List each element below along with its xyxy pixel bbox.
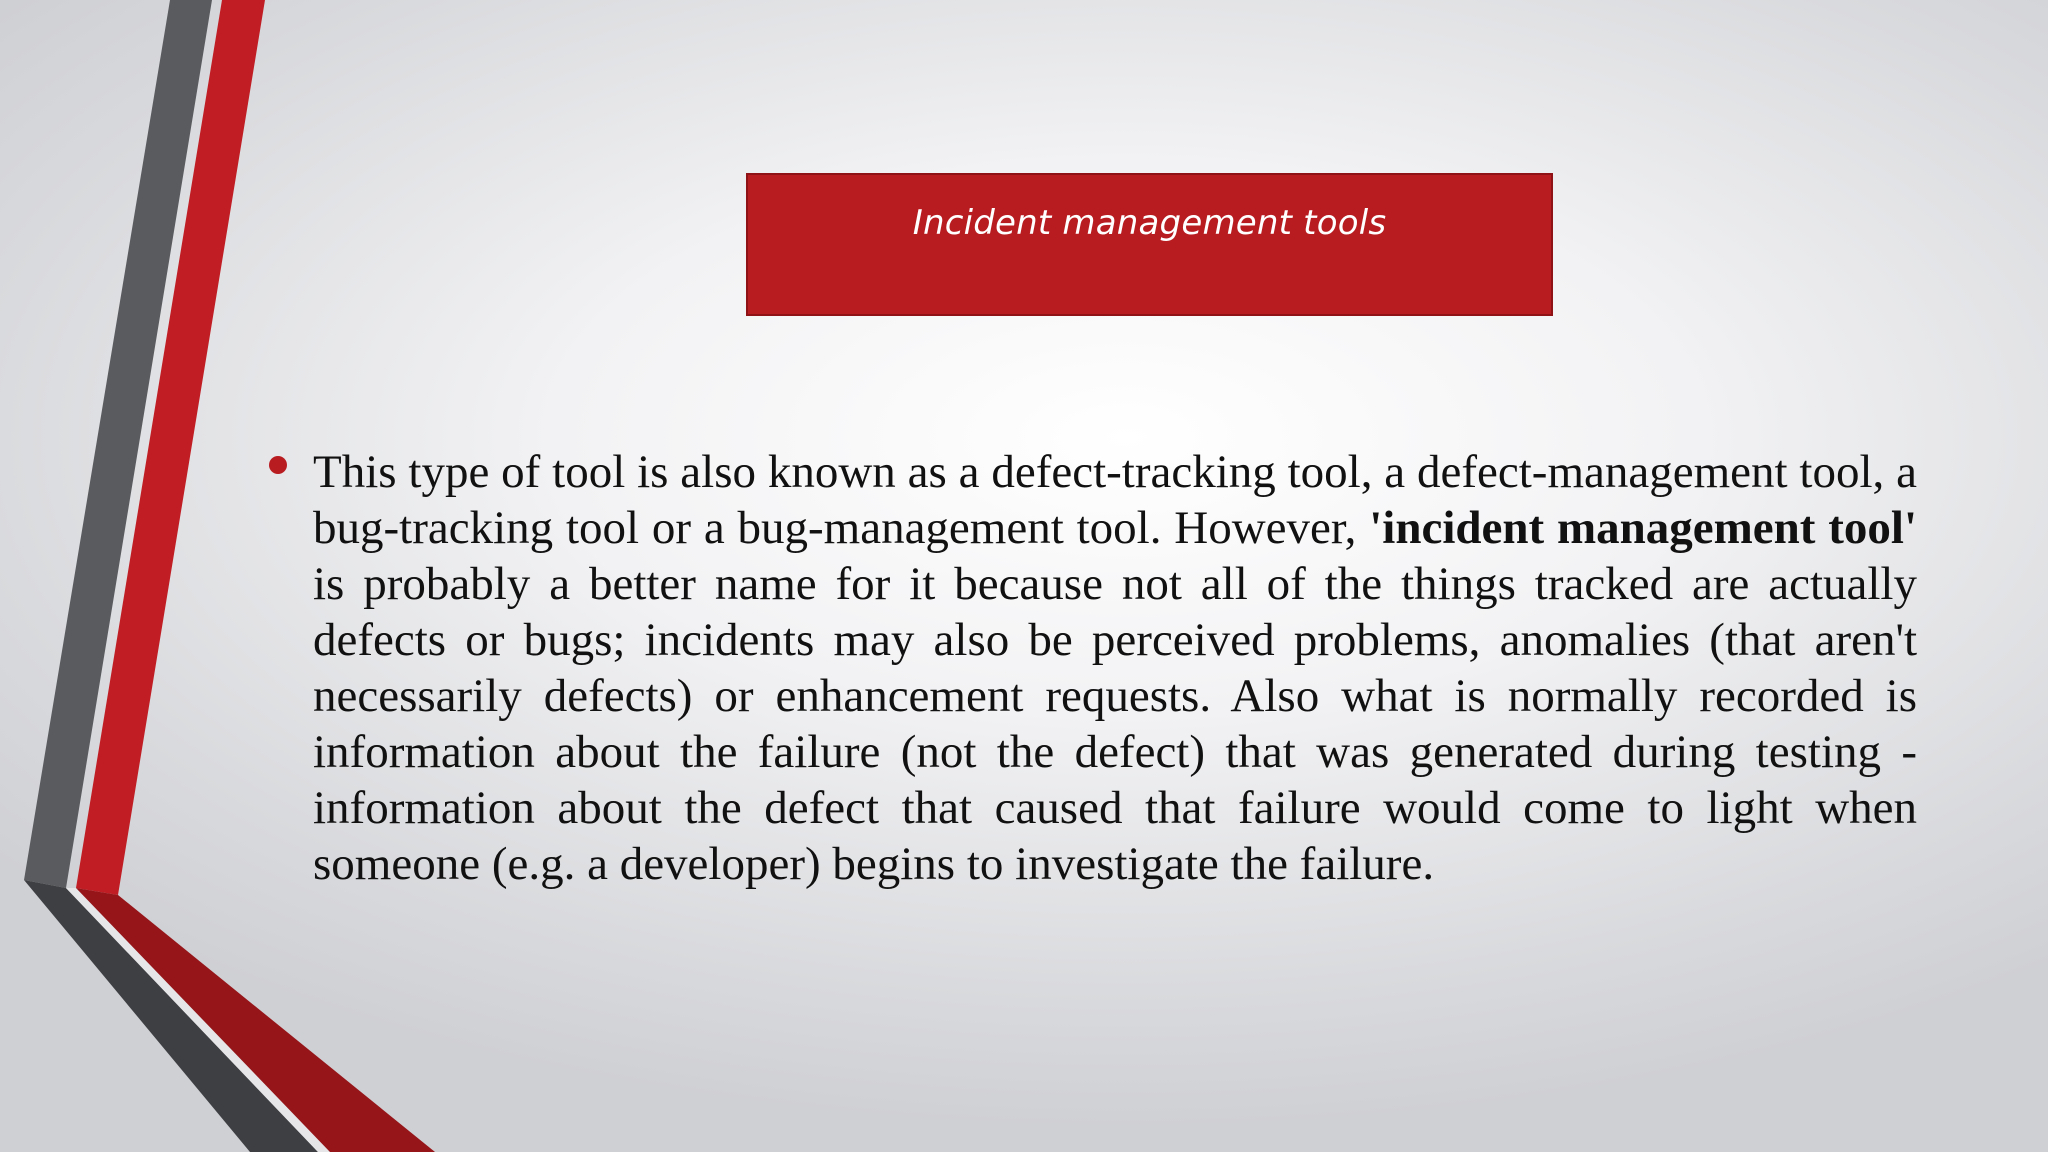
bullet-text-bold: 'incident management tool' [1369, 502, 1918, 554]
gray-stripe-lower [24, 880, 318, 1152]
title-box [746, 173, 1553, 316]
bullet-list [313, 444, 1917, 892]
bullet-text-part2: is probably a better name for it because not all of the things tracked are actually defects or bugs; incidents may also be perceived problems, anomalies (that aren't necessarily defects) or enhancement requests. Also what is normally recorded is information about the failure (not the defect) that was generated during testing - information about the defect that caused that failure would come to light when someone (e.g. a developer) begins to investigate the failure. [313, 558, 1917, 890]
white-separator [66, 888, 330, 1152]
bullet-text-part1: This type of tool is also known as a defect-tracking tool, a defect-management tool, a bug-tracking tool or a bug-management tool. However, [313, 446, 1917, 554]
slide-title: Incident management tools [912, 203, 1387, 243]
bullet-dot [269, 456, 287, 474]
bullet-text [313, 446, 1917, 890]
